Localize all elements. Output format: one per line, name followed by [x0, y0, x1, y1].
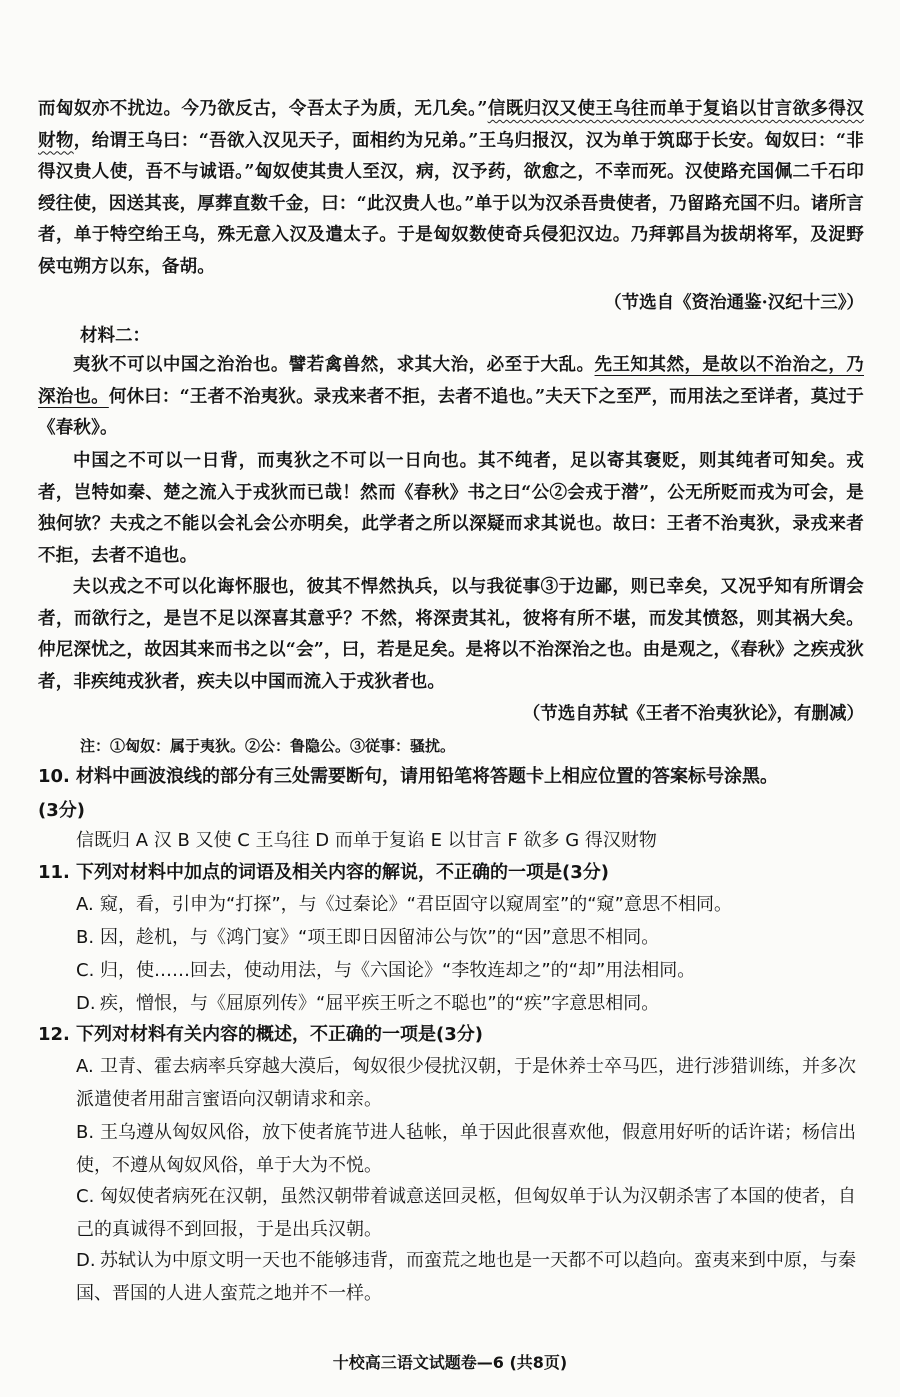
option-letter: B. [76, 927, 95, 948]
option-letter: B. [76, 1122, 95, 1143]
q11-option-c[interactable] [76, 954, 868, 987]
question-text: 下列对材料中加点的词语及相关内容的解说，不正确的一项是(3分) [76, 862, 609, 883]
option-text: 因，趁机，与《鸿门宴》“项王即日因留沛公与饮”的“因”意思不相同。 [100, 927, 660, 948]
question-number: 11. [38, 862, 70, 883]
option-text: 匈奴使者病死在汉朝，虽然汉朝带着诚意送回灵柩，但匈奴单于认为汉朝杀害了本国的使者，自己的真诚得不到回报，于是出兵汉朝。 [76, 1186, 856, 1240]
page-footer: 十校高三语文试题卷—6 (共8页) [332, 1353, 568, 1372]
material2-paragraph-3: 夫以戎之不可以化诲怀服也，彼其不悍然执兵，以与我従事③于边鄙，则已幸矣，又况乎知有所谓会者，而欲行之，是岂不足以深喜其意乎？不然，将深责其礼，彼将有所不堪，而发其愤怒，则其祸大矣。仲尼深忧之，故因其来而书之以“会”，曰，若是足矣。是将以不治深治之也。由是观之，《春秋》之疾戎狄者，非疾纯戎狄者，疾夫以中国而流入于戎狄者也。 [38, 577, 864, 692]
option-letter: C. [76, 1186, 95, 1207]
material2-source: （节选自苏轼《王者不治夷狄论》，有删减） [522, 704, 864, 724]
option-text: 苏轼认为中原文明一天也不能够违背，而蛮荒之地也是一天都不可以趋向。蛮夷来到中原，与秦国、晋国的人进人蛮荒之地并不一样。 [76, 1250, 856, 1304]
question-10 [38, 760, 868, 828]
question-number: 12. [38, 1024, 70, 1045]
q11-option-a[interactable] [76, 888, 868, 921]
q12-option-a[interactable] [76, 1050, 868, 1116]
q11-option-b[interactable] [76, 921, 868, 954]
question-score: (3分) [38, 800, 85, 821]
question-text: 材料中画波浪线的部分有三处需要断句，请用铅笔将答题卡上相应位置的答案标号涂黑。 [76, 766, 778, 787]
option-letter: D. [76, 993, 96, 1014]
question-12 [38, 1018, 868, 1052]
material2-heading: 材料二： [80, 326, 150, 346]
material1-text-a: 而匈奴亦不扰边。今乃欲反古，令吾太子为质，无几矣。” [38, 99, 488, 119]
material2-p1-a: 夷狄不可以中国之治治也。譬若禽兽然，求其大治，必至于大乱。 [73, 355, 595, 375]
q12-option-d[interactable] [76, 1244, 868, 1310]
question-11 [38, 856, 868, 890]
question-number: 10. [38, 766, 70, 787]
wavy-underlined-sentence: 信既归汉又使王乌往而单于复谄以甘言欲多得汉财物 [38, 99, 865, 151]
material2-paragraph-1 [38, 350, 864, 445]
option-text: 王乌遵从匈奴风俗，放下使者旄节进人毡帐，单于因此很喜欢他，假意用好听的话许诺；杨信出使，不遵从匈奴风俗，单于大为不悦。 [76, 1122, 856, 1176]
material1-text-b: ，绐谓王乌曰：“吾欲入汉见天子，面相约为兄弟。”王乌归报汉，汉为单于筑邸于长安。匈奴曰：“非得汉贵人使，吾不与诚语。”匈奴使其贵人至汉，病，汉予药，欲愈之，不幸而死。汉使路充国佩二千石印绶往使，因送其丧，厚葬直数千金，曰：“此汉贵人也。”单于以为汉杀吾贵使者，乃留路充国不归。诸所言者，单于特空绐王乌，殊无意入汉及遣太子。于是匈奴数使奇兵侵犯汉边。乃拜郭昌为拔胡将军，及浞野侯屯朔方以东，备胡。 [38, 130, 864, 277]
q10-options-line: 信既归 A 汉 B 又使 C 王乌往 D 而单于复谄 E 以甘言 F 欲多 G 得汉财物 [76, 830, 657, 851]
option-letter: A. [76, 1056, 94, 1077]
material2-paragraph-2: 中国之不可以一日背，而夷狄之不可以一日向也。其不纯者，足以寄其褒贬，则其纯者可知矣。戎者，岂特如秦、楚之流入于戎狄而已哉！然而《春秋》书之曰“公②会戎于潜”，公无所贬而戎为可会，是独何欤？夫戎之不能以会礼会公亦明矣，此学者之所以深疑而求其说也。故曰：王者不治夷狄，录戎来者不拒，去者不追也。 [38, 451, 864, 566]
option-letter: C. [76, 960, 95, 981]
material2-p1-b: 何休曰：“王者不治夷狄。录戎来者不拒，去者不追也。”夫天下之至严，而用法之至详者，莫过于《春秋》。 [38, 386, 864, 439]
option-text: 疾，憎恨，与《屈原列传》“屈平疾王听之不聪也”的“疾”字意思相同。 [100, 993, 660, 1014]
q12-option-c[interactable] [76, 1180, 868, 1246]
option-text: 归，使……回去，使动用法，与《六国论》“李牧连却之”的“却”用法相同。 [100, 960, 696, 981]
option-text: 卫青、霍去病率兵穿越大漠后，匈奴很少侵扰汉朝，于是休养士卒马匹，进行涉猎训练，并多次派遣使者用甜言蜜语向汉朝请求和亲。 [76, 1056, 856, 1110]
option-letter: D. [76, 1250, 96, 1271]
underlined-sentence: 先王知其然，是故以不治治之，乃深治也。 [38, 355, 864, 407]
option-letter: A. [76, 894, 94, 915]
material1-passage [38, 94, 864, 284]
question-text: 下列对材料有关内容的概述，不正确的一项是(3分) [76, 1024, 483, 1045]
footnotes: 注：①匈奴：属于夷狄。②公：鲁隐公。③従事：骚扰。 [80, 737, 456, 755]
q11-option-d[interactable] [76, 987, 868, 1020]
q12-option-b[interactable] [76, 1116, 868, 1182]
material1-source: （节选自《资治通鉴·汉纪十三》） [604, 293, 864, 313]
option-text: 窥，看，引申为“打探”，与《过秦论》“君臣固守以窥周室”的“窥”意思不相同。 [100, 894, 732, 915]
